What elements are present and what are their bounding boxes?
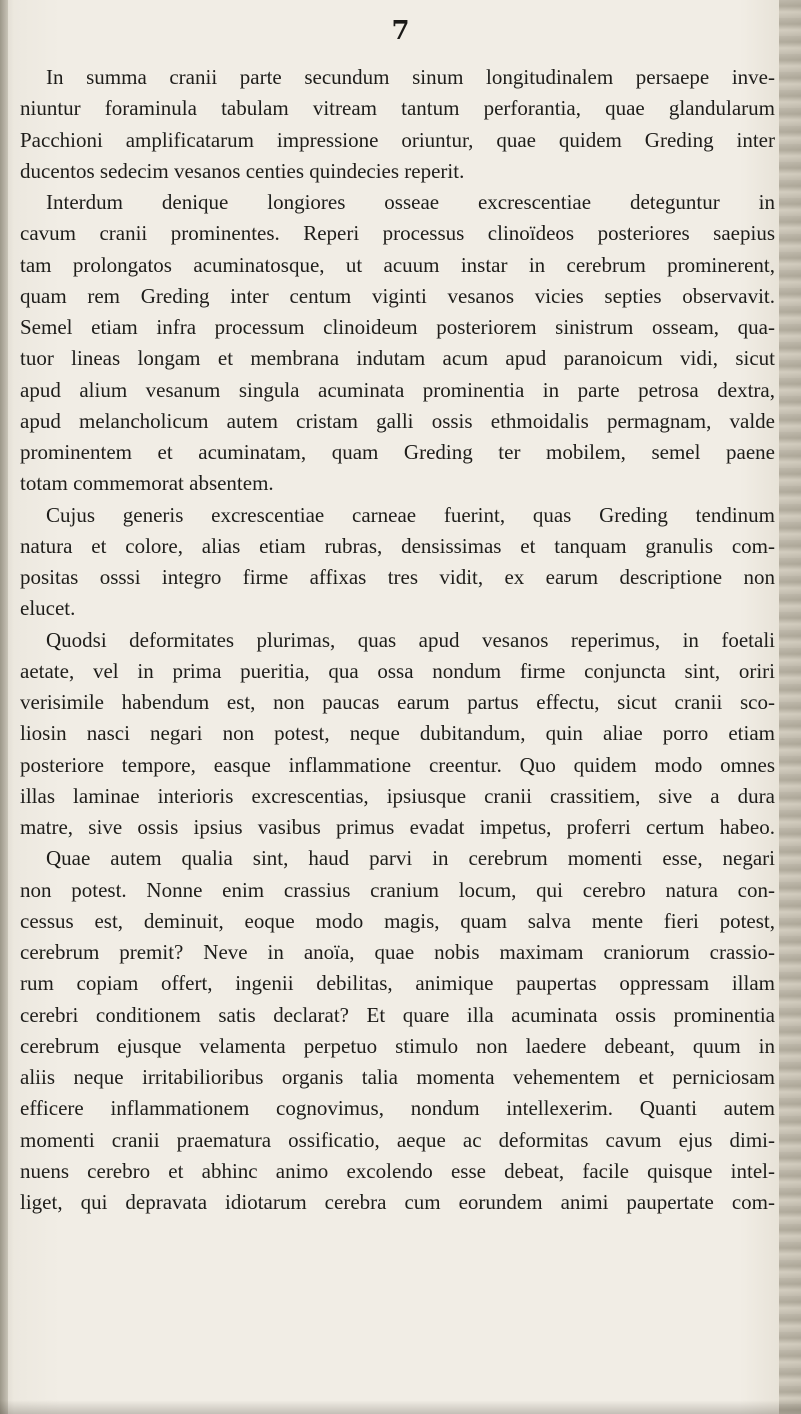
text-line: non potest. Nonne enim crassius cranium locum, qui cerebro natura con- <box>20 877 775 902</box>
text-line: cavum cranii prominentes. Reperi processus clinoïdeos posteriores saepius <box>20 221 775 246</box>
page-bottom-shadow <box>0 1400 801 1414</box>
text-line: elucet. <box>20 596 76 621</box>
text-line: Interdum denique longiores osseae excrescentiae deteguntur in <box>46 190 775 214</box>
text-line: matre, sive ossis ipsius vasibus primus evadat impetus, proferri certum habeo. <box>20 815 775 839</box>
text-line: positas osssi integro firme affixas tres vidit, ex earum descriptione non <box>20 565 775 589</box>
text-line: rum copiam offert, ingenii debilitas, animique paupertas oppressam illam <box>20 971 775 996</box>
body-text <box>20 62 775 1218</box>
text-line: ducentos sedecim vesanos centies quindecies reperit. <box>20 158 465 183</box>
text-line: In summa cranii parte secundum sinum longitudinalem persaepe inve- <box>46 65 775 89</box>
text-line: cessus est, deminuit, eoque modo magis, quam salva mente fieri potest, <box>20 908 775 933</box>
text-line: aliis neque irritabilioribus organis talia momenta vehementem et perniciosam <box>20 1065 775 1089</box>
text-line: apud alium vesanum singula acuminata prominentia in parte petrosa dextra, <box>20 377 775 402</box>
text-line: liosin nasci negari non potest, neque dubitandum, quin aliae porro etiam <box>20 721 775 746</box>
text-line: natura et colore, alias etiam rubras, densissimas et tanquam granulis com- <box>20 533 775 558</box>
text-line: totam commemorat absentem. <box>20 471 274 496</box>
text-line: aetate, vel in prima pueritia, qua ossa nondum firme conjuncta sint, oriri <box>20 658 775 683</box>
text-line: Quae autem qualia sint, haud parvi in cerebrum momenti esse, negari <box>46 846 775 871</box>
text-line: Cujus generis excrescentiae carneae fuerint, quas Greding tendinum <box>46 502 775 527</box>
text-line: illas laminae interioris excrescentias, ipsiusque cranii crassitiem, sive a dura <box>20 783 775 808</box>
text-line: tuor lineas longam et membrana indutam acum apud paranoicum vidi, sicut <box>20 346 775 371</box>
text-line: verisimile habendum est, non paucas earum partus effectu, sicut cranii sco- <box>20 690 775 714</box>
page-number: 7 <box>391 16 410 46</box>
page-gutter-shadow <box>0 0 8 1414</box>
text-line: apud melancholicum autem cristam galli ossis ethmoidalis permagnam, valde <box>20 408 775 433</box>
text-line: niuntur foraminula tabulam vitream tantum perforantia, quae glandularum <box>20 96 775 121</box>
text-line: posteriore tempore, easque inflammatione creentur. Quo quidem modo omnes <box>20 752 775 777</box>
text-line: quam rem Greding inter centum viginti vesanos vicies septies observavit. <box>20 283 775 308</box>
text-line: liget, qui depravata idiotarum cerebra cum eorundem animi paupertate com- <box>20 1190 775 1214</box>
text-line: momenti cranii praematura ossificatio, aeque ac deformitas cavum ejus dimi- <box>20 1127 775 1152</box>
text-line: cerebri conditionem satis declarat? Et quare illa acuminata ossis prominentia <box>20 1002 775 1027</box>
text-line: nuens cerebro et abhinc animo excolendo esse debeat, facile quisque intel- <box>20 1158 775 1183</box>
text-line: cerebrum premit? Neve in anoïa, quae nobis maximam craniorum crassio- <box>20 940 775 964</box>
text-line: cerebrum ejusque velamenta perpetuo stimulo non laedere debeant, quum in <box>20 1033 775 1058</box>
text-line: prominentem et acuminatam, quam Greding ter mobilem, semel paene <box>20 440 775 464</box>
text-line: Quodsi deformitates plurimas, quas apud vesanos reperimus, in foetali <box>46 627 775 652</box>
text-line: Semel etiam infra processum clinoideum posteriorem sinistrum osseam, qua- <box>20 315 775 339</box>
text-line: tam prolongatos acuminatosque, ut acuum instar in cerebrum prominerent, <box>20 252 775 277</box>
text-line: efficere inflammationem cognovimus, nondum intellexerim. Quanti autem <box>20 1096 775 1121</box>
page-edge-strip <box>779 0 801 1414</box>
text-line: Pacchioni amplificatarum impressione oriuntur, quae quidem Greding inter <box>20 127 775 152</box>
